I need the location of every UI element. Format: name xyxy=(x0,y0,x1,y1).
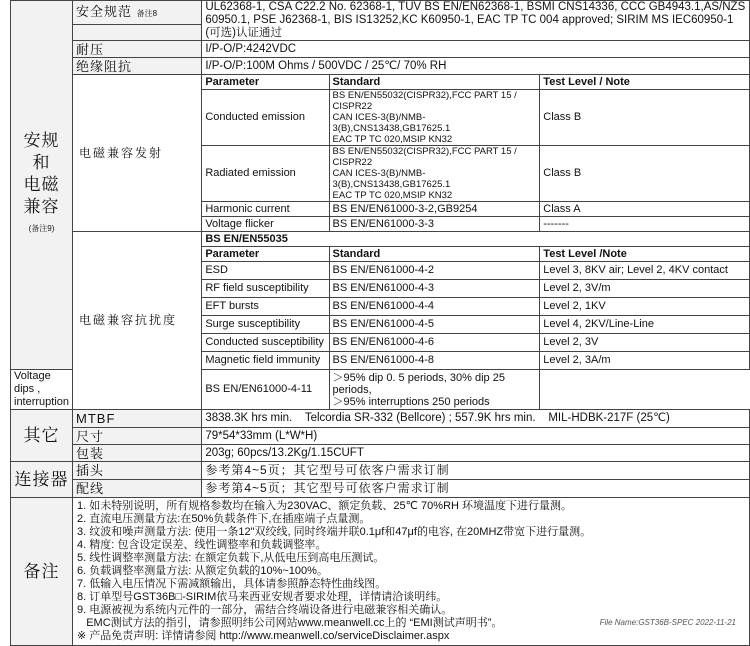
emi-standard: BS EN/EN55032(CISPR32),FCC PART 15 / CISPR22 CAN ICES-3(B)/NMB-3(B),CNS13438,GB17625.1 EAC TP TC 020,MSIP KN32 xyxy=(329,90,540,146)
ems-level: Level 2, 1KV xyxy=(540,298,750,316)
ems-header-standard: Standard xyxy=(329,247,540,262)
ems-level: Level 2, 3V xyxy=(540,334,750,352)
safety-emc-section-label xyxy=(11,1,73,370)
emi-header-standard: Standard xyxy=(329,75,540,90)
size-label: 尺寸 xyxy=(73,428,202,445)
isolation-resistance-value: I/P-O/P:100M Ohms / 500VDC / 25℃/ 70% RH xyxy=(202,58,750,75)
note-item: ※ 产品免责声明: 详情请参阅 http://www.meanwell.co/serviceDisclaimer.aspx xyxy=(77,630,450,642)
note-item: EMC测试方法的指引，请参照明纬公司网站www.meanwell.cc上的 “EMI测试声明书”。 xyxy=(77,617,503,629)
mtbf-value: 3838.3K hrs min. Telcordia SR-332 (Bellcore) ; 557.9K hrs min. MIL-HDBK-217F (25℃) xyxy=(202,410,750,428)
note-item: 9. 电源被视为系统内元件的一部分，需结合终端设备进行电磁兼容相关确认。 xyxy=(77,604,453,616)
safety-emc-label-text: 安规 和 电磁 兼容 xyxy=(23,131,60,216)
note-item: 3. 纹波和噪声测量方法: 使用一条12"双绞线, 同时终端并联0.1μf和47μf的电容, 在20MHZ带宽下进行量测。 xyxy=(77,526,592,538)
notes-section-label: 备注 xyxy=(11,498,73,646)
ems-standard: BS EN/EN61000-4-11 xyxy=(202,370,329,410)
ems-level: Level 2, 3V/m xyxy=(540,280,750,298)
note-item: 8. 订单型号GST36B□-SIRIM依马来西亚安规者要求处理，详情请洽谈明纬。 xyxy=(77,591,448,603)
ems-param: Voltage dips , interruption xyxy=(11,370,73,410)
packing-label: 包装 xyxy=(73,445,202,462)
emi-standard: BS EN/EN61000-3-3 xyxy=(329,217,540,232)
file-name-footer: File Name:GST36B-SPEC 2022-11-21 xyxy=(599,618,736,627)
ems-header-parameter: Parameter xyxy=(202,247,329,262)
spec-table xyxy=(10,0,750,646)
ems-param: EFT bursts xyxy=(202,298,329,316)
ems-standard: BS EN/EN61000-4-6 xyxy=(329,334,540,352)
safety-standards-note: 备注8 xyxy=(136,9,158,19)
ems-label: 电磁兼容抗扰度 xyxy=(73,232,202,410)
emi-standard: BS EN/EN61000-3-2,GB9254 xyxy=(329,202,540,217)
safety-standards-value: UL62368-1, CSA C22.2 No. 62368-1, TUV BS EN/EN62368-1, BSMI CNS14336, CCC GB4943.1,AS/NZS 60950.1, PSE J62368-1, BIS IS13252,KC K60950-1, EAC TP TC 004 approved; SIRIM MS IEC60950-1 (可选)认证通过 xyxy=(202,1,750,41)
withstand-voltage-value: I/P-O/P:4242VDC xyxy=(202,41,750,58)
note-item: 7. 低输入电压情况下需减额输出，具体请参照静态特性曲线图。 xyxy=(77,578,387,590)
ems-level: Level 4, 2KV/Line-Line xyxy=(540,316,750,334)
plug-label: 插头 xyxy=(73,462,202,480)
safety-standards-label: 安全规范 备注8 xyxy=(73,1,202,25)
safety-standards-label-cont xyxy=(73,25,202,41)
ems-standard: BS EN/EN61000-4-5 xyxy=(329,316,540,334)
emi-standard: BS EN/EN55032(CISPR32),FCC PART 15 / CISPR22 CAN ICES-3(B)/NMB-3(B),CNS13438,GB17625.1 EAC TP TC 020,MSIP KN32 xyxy=(329,146,540,202)
emi-level: ------- xyxy=(540,217,750,232)
ems-param: Surge susceptibility xyxy=(202,316,329,334)
ems-param: Magnetic field immunity xyxy=(202,352,329,370)
connector-section-label: 连接器 xyxy=(11,462,73,498)
emi-header-parameter: Parameter xyxy=(202,75,329,90)
ems-title: BS EN/EN55035 xyxy=(202,232,750,247)
ems-param: RF field susceptibility xyxy=(202,280,329,298)
isolation-resistance-label: 绝缘阻抗 xyxy=(73,58,202,75)
ems-standard: BS EN/EN61000-4-3 xyxy=(329,280,540,298)
emi-param: Radiated emission xyxy=(202,146,329,202)
ems-level: ＞95% dip 0. 5 periods, 30% dip 25 periods, ＞95% interruptions 250 periods xyxy=(329,370,540,410)
emi-level: Class B xyxy=(540,90,750,146)
packing-value: 203g; 60pcs/13.2Kg/1.15CUFT xyxy=(202,445,750,462)
wire-value: 参考第4~5页；其它型号可依客户需求订制 xyxy=(202,480,750,498)
others-section-label: 其它 xyxy=(11,410,73,462)
note-item: 5. 线性调整率测量方法: 在额定负载下,从低电压到高电压测试。 xyxy=(77,552,385,564)
size-value: 79*54*33mm (L*W*H) xyxy=(202,428,750,445)
emi-param: Voltage flicker xyxy=(202,217,329,232)
emi-level: Class B xyxy=(540,146,750,202)
plug-value: 参考第4~5页；其它型号可依客户需求订制 xyxy=(202,462,750,480)
note-item: 6. 负载调整率测量方法: 从额定负载的10%~100%。 xyxy=(77,565,328,577)
note-item: 2. 直流电压测量方法:在50%负载条件下,在插座端子点量测。 xyxy=(77,513,371,525)
ems-standard: BS EN/EN61000-4-2 xyxy=(329,262,540,280)
ems-level: Level 3, 8KV air; Level 2, 4KV contact xyxy=(540,262,750,280)
ems-header-level: Test Level /Note xyxy=(540,247,750,262)
ems-standard: BS EN/EN61000-4-4 xyxy=(329,298,540,316)
note-item: 1. 如未特别说明，所有规格参数均在输入为230VAC、额定负载、25℃ 70%RH 环境温度下进行量测。 xyxy=(77,500,573,512)
safety-emc-note: (备注9) xyxy=(28,224,55,233)
wire-label: 配线 xyxy=(73,480,202,498)
emi-param: Conducted emission xyxy=(202,90,329,146)
emi-param: Harmonic current xyxy=(202,202,329,217)
mtbf-label: MTBF xyxy=(73,410,202,428)
ems-param: Conducted susceptibility xyxy=(202,334,329,352)
ems-standard: BS EN/EN61000-4-8 xyxy=(329,352,540,370)
emi-level: Class A xyxy=(540,202,750,217)
ems-param: ESD xyxy=(202,262,329,280)
emi-header-level: Test Level / Note xyxy=(540,75,750,90)
note-item: 4. 精度: 包含设定误差、线性调整率和负载调整率。 xyxy=(77,539,327,551)
ems-level: Level 2, 3A/m xyxy=(540,352,750,370)
withstand-voltage-label: 耐压 xyxy=(73,41,202,58)
emi-label: 电磁兼容发射 xyxy=(73,75,202,232)
